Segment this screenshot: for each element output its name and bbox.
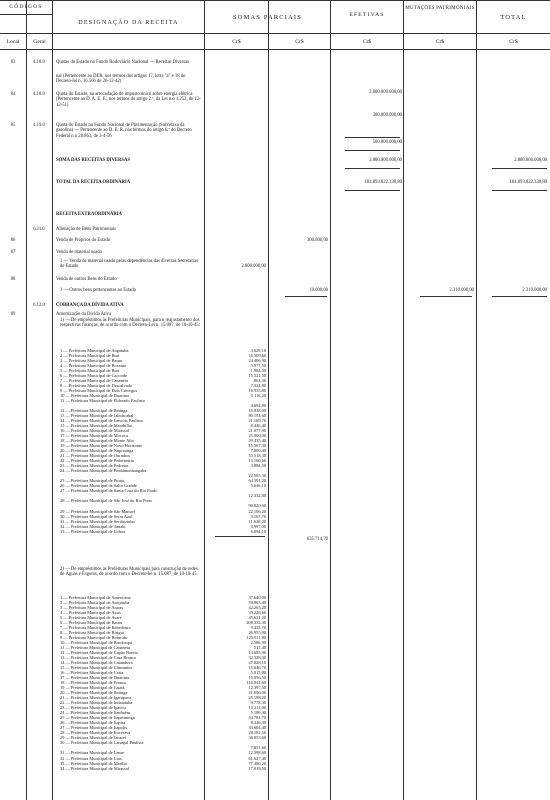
prefeitura-name: 1 — Prefeitura Municipal de Angatuba — [60, 348, 129, 353]
amount-value: 3.167,70 — [250, 513, 266, 519]
list-item — [0, 766, 550, 771]
prefeitura-name: 19 — Prefeitura Municipal de Guará — [60, 685, 125, 691]
prefeituras-list-2 — [0, 595, 550, 771]
prefeitura-name: 12 — Prefeitura Municipal de Capão Bonito — [60, 650, 139, 656]
prefeituras-list-1 — [0, 348, 550, 534]
prefeitura-name: 27 — Prefeitura Municipal de Itápolis — [60, 725, 127, 731]
amount-value: 517,40 — [253, 645, 266, 651]
ledger-page: CÓDIGOS DESIGNAÇÃO DA RECEITA SOMAS PARCIAIS EFETIVAS MUTAÇÕES PATRIMONIAIS TOTAL Local Geral Cr$ Cr$ Cr$ Cr$ Cr$ 83 4.18.0 Quotas do Estado no Fundo Rodoviário Nacional — Receitas Diversas nal (Pertencente ao DER, nos termos dos artigos 17, letra "a" e 18 do Decreto-lei n. 16.566 de 26-12-42) 84 4.18.0 Quota do Estado, na arrecadação do imposto único sobre energia elétrica (Pertencente ao D. A. E. E., nos termos do artigo 2.º, da Lei n.o 1.252, de 12-12-51) 2.000.000.000,00 85 4.19.0 Quota do Estado no Fundo Nacional de Pavimentação (Sobretaxa da gasolina) — Pertencente ao D. E. R. nos termos do artigo 6.º do Decreto Federal n.o 28.863, de 3-4-56 300.000.000,00 500.000.000,00 SOMA DAS RECEITAS DIVERSAS 2.800.000.000,00 2.800.000.000,00 TOTAL DA RECEITA ORDINÁRIA 104.893.822.330,80 104.893.822.330,80 RECEITA EXTRAORDINÁRIA 6.11.0 Alienação de Bens Patrimoniais 86 Venda de Próprios do Estado 300.000,00 87 Venda de material usado 1 — Venda de material usado pelas dependências das diversas Secretarias de Estado 2.000.000,00 88 Venda de outros Bens do Estado 1 — Outros bens pertencentes ao Estado 10.000,00 2.310.000,00 2.310.000,00 6.12.0 COBRANÇA DA DÍVIDA ATIVA 89 Amortização da Dívida Ativa 1) — De empréstimos às Prefeituras Municipais, para o reajustamento dos respectivas finanças, de acordo com o Decreto-Lei n. 15.087, de 10-10-45: 1 — Prefeitura Municipal de Angatuba 3.629,10 2 — Prefeitura Municipal de Buri 16.509,60 3 — Prefeitura Municipal de Bauru 24.406,90 4 — Prefeitura Municipal de Bocaina 5.977,50 5 — Prefeitura Municipal de Buri 1.984,00 6 — Prefeitura Municipal de Cacoode 15.521,50 7 — Prefeitura Municipal de Cananéia 861,30 8 — Prefeitura Municipal de Descalvado 7.324,80 9 — Prefeitura Municipal de Dois Córregos 16.935,80 10 — Prefeitura Municipal de Duartina 5.116,20 11 — Prefeitura Municipal de Eldorado Paulista 4.692,80 12 — Prefeitura Municipal de Ibitinga 15.838,00 13 — Prefeitura Municipal de Jaboticabal 80.194,60 14 — Prefeitura Municipal de Lencóis Paulista 21.169,70 15 — Prefeitura Municipal de Marabilha 8.446,40 16 — Prefeitura Municipal de Mirassol 21.077,90 17 — Prefeitura Municipal de Mococa 25.000,00 18 — Prefeitura Municipal de Monte Alto 29.435,40 19 — Prefeitura Municipal de Novo Horizonte 15.567,30 20 — Prefeitura Municipal de Nuporanga 7.800,40 21 — Prefeitura Municipal de Ourinhos 55.518,30 22 — Prefeitura Municipal de Pederneiras 13.160,60 23 — Prefeitura Municipal de Pedreira 3.884,50 24 — Prefeitura Municipal de Pindamonhangaba 22.565,30 25 — Prefeitura Municipal de Piraju 64.391,20 26 — Prefeitura Municipal de Salto Grande 5.646,10 27 — Prefeitura Municipal de Santa Cruz do Rio Pardo 12.332,80 28 — Prefeitura Municipal de São José do Rio Preto 90.820,60 29 — Prefeitura Municipal de São Manuel 22.106,20 30 — Prefeitura Municipal de Serra Azul 3.167,70 31 — Prefeitura Municipal de Sertãozinho 11.628,20 32 — Prefeitura Municipal de Tanabi 3.997,00 33 — Prefeitura Municipal de Uchoa 6.094,10 635.714,70 2) — De empréstimos às Prefeituras Municipais para construção de redes de Águas e Esgotos, de acordo com o Decreto-lei n. 15.087, de 10-10-45: 1 — Prefeitura Municipal de Americana 37.640,00 2 — Prefeitura Municipal de Araçatuba 59.963,40 3 — Prefeitura Municipal de Araras 42.265,20 4 — Prefeitura Municipal de Assis 39.226,60 5 — Prefeitura Municipal de Avaré 45.621,20 6 — Prefeitura Municipal de Bauru 208.332,30 7 — Prefeitura Municipal de Bebedouro 9.425,70 8 — Prefeitura Municipal de Birigui 26.955,90 9 — Prefeitura Municipal de Botucatu 125.011,80 10 — Prefeitura Municipal de Brodosqui 2.586,90 11 — Prefeitura Municipal de Cananéia 517,40 12 — Prefeitura Municipal de Capão Bonito 14.685,90 13 — Prefeitura Municipal de Casa Branca 32.328,30 14 — Prefeitura Municipal de Catanduva 47.828,10 15 — Prefeitura Municipal de Chavantes 15.646,70 16 — Prefeitura Municipal de Cotia 5.015,00 17 — Prefeitura Municipal de Duartina 15.056,50 18 — Prefeitura Municipal de Franca 116.041,60 19 — Prefeitura Municipal de Guará 12.397,50 20 — Prefeitura Municipal de Ibitinga 21.096,00 21 — Prefeitura Municipal de Igarapava 25.198,20 22 — Prefeitura Municipal de Indaiatuba 9.778,30 23 — Prefeitura Municipal de Ipaúcu 13.211,00 24 — Prefeitura Municipal de Itanhaém 5.189,40 25 — Prefeitura Municipal de Itapetininga 54.781,70 26 — Prefeitura Municipal de Itapira 8.326,30 27 — Prefeitura Municipal de Itápolis 33.604,40 28 — Prefeitura Municipal de Ituverava 28.182,50 29 — Prefeitura Municipal de Jacareí 36.053,60 30 — Prefeitura Municipal de Laranjal Paulista 7.851,60 31 — Prefeitura Municipal de Leme 12.398,60 32 — Prefeitura Municipal de Lins 61.627,40 33 — Prefeitura Municipal de Marília 77.386,20 34 — Prefeitura Municipal de Mirassol 17.018,50 — [0, 0, 550, 800]
prefeitura-name: 5 — Prefeitura Municipal de Avaré — [60, 615, 122, 621]
amount-value: 22.565,30 — [248, 473, 266, 479]
prefeitura-name: 18 — Prefeitura Municipal de Franca — [60, 680, 126, 686]
amount-value: 14.685,90 — [248, 650, 266, 656]
total-header: TOTAL — [500, 14, 527, 21]
amount-value: 5.116,20 — [250, 393, 266, 399]
amount-value: 8.326,30 — [250, 720, 266, 726]
prefeitura-name: 25 — Prefeitura Municipal de Itapetininga — [60, 715, 135, 721]
prefeitura-name: 17 — Prefeitura Municipal de Duartina — [60, 675, 130, 681]
currency-label: Cr$ — [435, 39, 445, 45]
amount-value: 5.977,50 — [250, 363, 266, 369]
prefeitura-name: 26 — Prefeitura Municipal de Itapira — [60, 720, 126, 726]
prefeitura-name: 13 — Prefeitura Municipal de Casa Branca — [60, 655, 136, 661]
prefeitura-name: 18 — Prefeitura Municipal de Monte Alto — [60, 438, 134, 444]
entry-description: TOTAL DA RECEITA ORDINÁRIA — [56, 180, 131, 185]
currency-label: Cr$ — [362, 39, 372, 45]
amount-value: 13.211,00 — [248, 705, 266, 711]
prefeitura-name: 20 — Prefeitura Municipal de Ibitinga — [60, 690, 128, 696]
prefeitura-name: 22 — Prefeitura Municipal de Indaiatuba — [60, 700, 133, 706]
amount-value: 861,30 — [253, 378, 266, 384]
amount-value: 3.884,50 — [250, 463, 266, 469]
partial-value: 10.000,00 — [309, 288, 328, 293]
subtotal-rule — [345, 137, 400, 138]
entry-description: Quota do Estado, na arrecadação do imposto único sobre energia elétrica (Pertencente ao D. A. E. E., nos termos do artigo 2.º, da Lei n.o 1.252, de 12-12-51) — [56, 92, 201, 108]
amount-value: 28.182,50 — [248, 730, 266, 736]
prefeitura-name: 8 — Prefeitura Municipal de Descalvado — [60, 383, 133, 389]
entry-description: Venda de material usado — [56, 250, 102, 255]
subtotal-rule — [345, 168, 400, 169]
efetivas-value: 2.800.000.000,00 — [369, 158, 402, 163]
prefeitura-name: 20 — Prefeitura Municipal de Nuporanga — [60, 448, 134, 454]
local-label: Local — [6, 39, 20, 45]
section-title: RECEITA EXTRAORDINÁRIA — [56, 212, 122, 217]
entry-description: SOMA DAS RECEITAS DIVERSAS — [56, 158, 131, 163]
prefeitura-name: 11 — Prefeitura Municipal de Eldorado Paulista — [60, 398, 145, 404]
amount-value: 5.189,40 — [250, 710, 266, 716]
amount-value: 22.106,20 — [248, 508, 266, 514]
amount-value: 11.628,20 — [248, 518, 266, 524]
currency-label: Cr$ — [509, 39, 518, 45]
amount-value: 55.518,30 — [248, 453, 266, 459]
efetivas-value: 500.000.000,00 — [372, 140, 402, 145]
partial-value: 2.000.000,00 — [241, 264, 266, 269]
mutacoes-value: 2.310.000,00 — [449, 288, 474, 293]
prefeitura-name: 24 — Prefeitura Municipal de Pindamonhangaba — [60, 468, 147, 474]
codigos-header: CÓDIGOS — [9, 4, 43, 10]
prefeitura-name: 10 — Prefeitura Municipal de Brodosqui — [60, 640, 133, 646]
prefeitura-name: 21 — Prefeitura Municipal de Igarapava — [60, 695, 132, 701]
prefeitura-name: 12 — Prefeitura Municipal de Ibitinga — [60, 408, 128, 414]
subtotal-rule — [345, 150, 400, 151]
entry-description: Quota do Estado no Fundo Nacional de Pavimentação (Sobretaxa da gasolina) — Pertencente ao D. E. R. nos termos do artigo 6.º do Decreto Federal n.o 28.863, de 3-4-56 — [56, 123, 192, 139]
prefeitura-name: 2 — Prefeitura Municipal de Buri — [60, 353, 120, 359]
amount-value: 33.604,40 — [248, 725, 266, 731]
amount-value: 26.955,90 — [248, 630, 266, 636]
prefeitura-name: 32 — Prefeitura Municipal de Lins — [60, 755, 122, 761]
amount-value: 45.621,20 — [248, 615, 266, 621]
prefeitura-name: 6 — Prefeitura Municipal de Bauru — [60, 620, 123, 626]
amount-value: 15.567,30 — [248, 443, 266, 449]
prefeitura-name: 10 — Prefeitura Municipal de Duartina — [60, 393, 130, 399]
amount-value: 36.053,60 — [248, 735, 266, 741]
efetivas-value: 300.000.000,00 — [372, 113, 402, 118]
entry-description: Venda de outros Bens do Estado — [56, 277, 117, 282]
amount-value: 47.828,10 — [248, 660, 266, 666]
amount-value: 15.646,70 — [248, 665, 266, 671]
prefeitura-name: 17 — Prefeitura Municipal de Mococa — [60, 433, 128, 439]
prefeitura-name: 1 — Prefeitura Municipal de Americana — [60, 595, 131, 600]
prefeitura-name: 3 — Prefeitura Municipal de Araras — [60, 605, 124, 611]
prefeitura-name: 27 — Prefeitura Municipal de Santa Cruz do Rio Pardo — [60, 488, 158, 494]
amount-value: 80.194,60 — [248, 413, 266, 419]
amount-value: 29.435,40 — [248, 438, 266, 444]
amount-value: 25.000,00 — [248, 433, 266, 439]
amount-value: 17.018,50 — [248, 765, 266, 771]
entry-description: Venda de Próprios do Estado — [56, 238, 111, 243]
prefeitura-name: 30 — Prefeitura Municipal de Serra Azul — [60, 513, 133, 519]
prefeitura-name: 21 — Prefeitura Municipal de Ourinhos — [60, 453, 131, 459]
prefeitura-name: 14 — Prefeitura Municipal de Lencóis Paulista — [60, 418, 143, 424]
prefeitura-name: 6 — Prefeitura Municipal de Cacoode — [60, 373, 127, 379]
prefeitura-name: 11 — Prefeitura Municipal de Cananéia — [60, 645, 130, 651]
amount-value: 125.011,80 — [246, 635, 266, 641]
amount-value: 7.851,60 — [250, 745, 266, 751]
amount-value: 15.056,50 — [248, 675, 266, 681]
entry-description: Quotas do Estado no Fundo Rodoviário Nacional — Receitas Diversas — [56, 60, 189, 65]
header-bottom-rule — [0, 49, 550, 50]
prefeitura-name: 31 — Prefeitura Municipal de Leme — [60, 750, 124, 756]
codigos-divider — [0, 14, 52, 15]
prefeitura-name: 33 — Prefeitura Municipal de Uchoa — [60, 528, 126, 534]
subtotal-rule — [492, 168, 547, 169]
entry-description: 1) — De empréstimos às Prefeituras Municipais, para o reajustamento dos respectivas finanças, de acordo com o Decreto-Lei n. 15.087, de 10-10-45: — [60, 318, 201, 329]
prefeitura-name: 13 — Prefeitura Municipal de Jaboticabal — [60, 413, 134, 419]
prefeitura-name: 5 — Prefeitura Municipal de Buri — [60, 368, 120, 374]
subtotal-rule — [345, 190, 400, 191]
subtotal-rule — [420, 296, 472, 297]
amount-value: 15.838,00 — [248, 408, 266, 414]
prefeitura-name: 14 — Prefeitura Municipal de Catanduva — [60, 660, 133, 666]
amount-value: 61.627,40 — [248, 755, 266, 761]
section-title: COBRANÇA DA DÍVIDA ATIVA — [56, 303, 124, 308]
amount-value: 5.646,10 — [250, 483, 266, 489]
prefeitura-name: 9 — Prefeitura Municipal de Dois Córregos — [60, 388, 138, 394]
amount-value: 21.096,00 — [248, 690, 266, 696]
header-top-rule — [0, 0, 550, 1]
amount-value: 21.169,70 — [248, 418, 266, 424]
amount-value: 39.226,60 — [248, 610, 266, 616]
amount-value: 116.041,60 — [246, 680, 266, 686]
efetivas-header: EFETIVAS — [349, 12, 385, 18]
amount-value: 15.521,50 — [248, 373, 266, 379]
prefeitura-name: 29 — Prefeitura Municipal de Jacareí — [60, 735, 126, 741]
prefeitura-name: 4 — Prefeitura Municipal de Assis — [60, 610, 121, 616]
amount-value: 64.391,20 — [248, 478, 266, 484]
prefeitura-name: 2 — Prefeitura Municipal de Araçatuba — [60, 600, 130, 606]
amount-value: 2.586,90 — [250, 640, 266, 646]
amount-value: 59.963,40 — [248, 600, 266, 606]
prefeitura-name: 22 — Prefeitura Municipal de Pederneiras — [60, 458, 135, 464]
amount-value: 3.629,10 — [250, 348, 266, 353]
amount-value: 4.692,80 — [250, 403, 266, 409]
amount-value: 1.984,00 — [250, 368, 266, 374]
amount-value: 13.160,60 — [248, 458, 266, 464]
amount-value: 6.094,10 — [250, 528, 266, 534]
total-value: 2.800.000.000,00 — [514, 158, 547, 163]
prefeitura-name: 29 — Prefeitura Municipal de São Manuel — [60, 508, 135, 514]
amount-value: 37.640,00 — [248, 595, 266, 600]
amount-value: 21.077,90 — [248, 428, 266, 434]
amount-value: 32.328,30 — [248, 655, 266, 661]
prefeitura-name: 31 — Prefeitura Municipal de Sertãozinho — [60, 518, 135, 524]
prefeitura-name: 28 — Prefeitura Municipal de São José do Rio Preto — [60, 498, 153, 504]
entry-description: 2) — De empréstimos às Prefeituras Municipais para construção de redes de Águas e Esgotos, de acordo com o Decreto-lei n. 15.087, de 10-10-45: — [60, 567, 198, 578]
amount-value: 208.332,30 — [246, 620, 266, 626]
prefeitura-name: 8 — Prefeitura Municipal de Birigui — [60, 630, 125, 636]
prefeitura-name: 16 — Prefeitura Municipal de Mirassol — [60, 428, 130, 434]
amount-value: 12.398,60 — [248, 750, 266, 756]
list-item — [0, 529, 550, 534]
subtotal-rule — [215, 536, 265, 537]
amount-value: 5.015,00 — [250, 670, 266, 676]
amount-value: 25.198,20 — [248, 695, 266, 701]
header-mid-rule — [0, 33, 550, 34]
prefeitura-name: 15 — Prefeitura Municipal de Marabilha — [60, 423, 132, 429]
prefeitura-name: 30 — Prefeitura Municipal de Laranjal Paulista — [60, 740, 144, 746]
total-value: 104.893.822.330,80 — [509, 180, 547, 185]
amount-value: 77.386,20 — [248, 760, 266, 766]
prefeitura-name: 4 — Prefeitura Municipal de Bocaina — [60, 363, 126, 369]
prefeitura-name: 7 — Prefeitura Municipal de Bebedouro — [60, 625, 131, 631]
efetivas-value: 104.893.822.330,80 — [364, 180, 402, 185]
amount-value: 12.397,50 — [248, 685, 266, 691]
prefeitura-name: 15 — Prefeitura Municipal de Chavantes — [60, 665, 133, 671]
subtotal-rule — [285, 296, 327, 297]
amount-value: 90.820,60 — [248, 503, 266, 509]
prefeitura-name: 28 — Prefeitura Municipal de Ituverava — [60, 730, 131, 736]
prefeitura-name: 26 — Prefeitura Municipal de Salto Grande — [60, 483, 137, 489]
currency-label: Cr$ — [295, 39, 304, 45]
entry-description: 1 — Outros bens pertencentes ao Estado — [60, 288, 137, 293]
prefeitura-name: 16 — Prefeitura Municipal de Cotia — [60, 670, 124, 676]
prefeitura-name: 19 — Prefeitura Municipal de Novo Horizonte — [60, 443, 143, 449]
prefeitura-name: 7 — Prefeitura Municipal de Cananéia — [60, 378, 128, 384]
prefeitura-name: 33 — Prefeitura Municipal de Marília — [60, 760, 127, 766]
currency-label: Cr$ — [232, 39, 241, 45]
geral-label: Geral — [33, 39, 46, 45]
amount-value: 12.332,80 — [248, 493, 266, 499]
amount-value: 7.800,40 — [250, 448, 266, 454]
prefeitura-name: 25 — Prefeitura Municipal de Piraju — [60, 478, 125, 484]
prefeitura-name: 34 — Prefeitura Municipal de Mirassol — [60, 765, 130, 771]
amount-value: 9.425,70 — [250, 625, 266, 631]
efetivas-value: 2.000.000.000,00 — [369, 90, 402, 95]
amount-value: 3.997,00 — [250, 523, 266, 529]
amount-value: 16.935,80 — [248, 388, 266, 394]
amount-value: 9.778,30 — [250, 700, 266, 706]
total-value: 2.310.000,00 — [522, 288, 547, 293]
prefeitura-name: 24 — Prefeitura Municipal de Itanhaém — [60, 710, 131, 716]
entry-description: Amortização da Dívida Ativa — [56, 312, 112, 317]
designacao-header: DESIGNAÇÃO DA RECEITA — [78, 20, 179, 26]
entry-description: Alienação de Bens Patrimoniais — [56, 227, 117, 232]
partial-value: 635.714,70 — [306, 537, 328, 542]
prefeitura-name: 3 — Prefeitura Municipal de Bauru — [60, 358, 123, 364]
prefeitura-name: 23 — Prefeitura Municipal de Ipaúcu — [60, 705, 126, 711]
somas-header: SOMAS PARCIAIS — [233, 14, 302, 21]
partial-value: 300.000,00 — [306, 238, 328, 243]
mutacoes-header: MUTAÇÕES PATRIMONIAIS — [405, 6, 475, 11]
prefeitura-name: 23 — Prefeitura Municipal de Pedreira — [60, 463, 129, 469]
subtotal-rule — [492, 190, 547, 191]
subtotal-rule — [492, 296, 547, 297]
amount-value: 8.446,40 — [250, 423, 266, 429]
prefeitura-name: 32 — Prefeitura Municipal de Tanabi — [60, 523, 126, 529]
amount-value: 7.324,80 — [250, 383, 266, 389]
amount-value: 16.509,60 — [248, 353, 266, 359]
amount-value: 42.265,20 — [248, 605, 266, 611]
prefeitura-name: 9 — Prefeitura Municipal de Botucatu — [60, 635, 128, 641]
entry-description: 1 — Venda de material usado pelas dependências das diversas Secretarias de Estado — [60, 259, 199, 270]
amount-value: 24.406,90 — [248, 358, 266, 364]
entry-description: nal (Pertencente ao DER, nos termos dos artigos 17, letra "a" e 18 do Decreto-lei n. 16.566 de 26-12-42) — [56, 74, 186, 85]
amount-value: 54.781,70 — [248, 715, 266, 721]
